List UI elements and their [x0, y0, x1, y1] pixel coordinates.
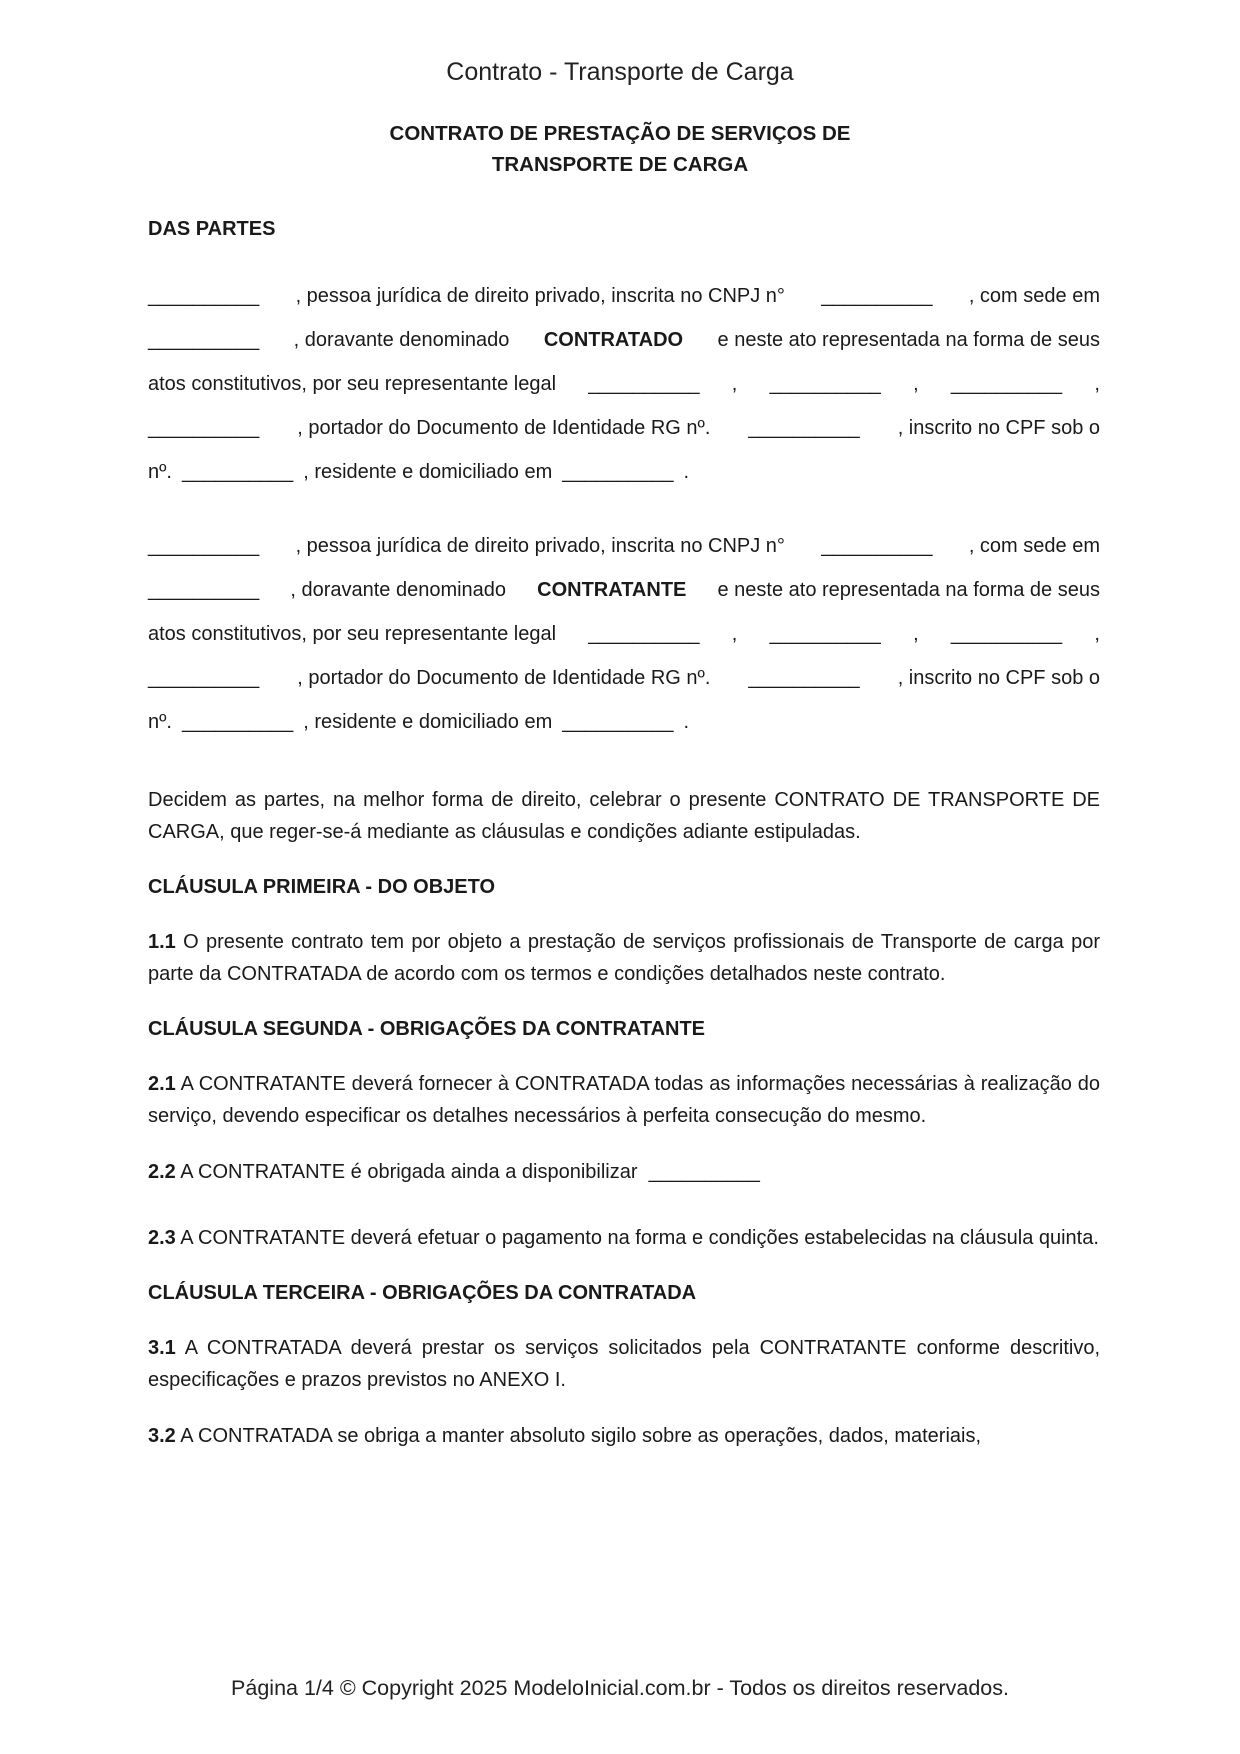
blank-field: __________: [148, 285, 260, 307]
clause-3-1: [148, 1332, 1100, 1396]
comma: ,: [731, 623, 738, 645]
blank-field: __________: [148, 579, 260, 601]
party-text: , residente e domiciliado em: [303, 711, 553, 733]
comma: ,: [731, 373, 738, 395]
document-header-title: Contrato - Transporte de Carga: [446, 58, 794, 86]
clause-2-2: [148, 1156, 1100, 1188]
clause-3-2: [148, 1420, 1100, 1452]
parties-heading: DAS PARTES: [148, 218, 276, 240]
blank-field: __________: [648, 1161, 760, 1183]
blank-field: __________: [950, 373, 1063, 395]
party-text: , pessoa jurídica de direito privado, inscrita no CNPJ n°: [295, 285, 785, 307]
party-contratante: [148, 524, 1100, 744]
comma: ,: [1094, 373, 1100, 395]
clause-number: 2.2: [148, 1161, 176, 1183]
blank-field: __________: [181, 711, 294, 733]
party-line: [148, 612, 1100, 656]
blank-field: __________: [562, 461, 674, 483]
clause-2-3: [148, 1222, 1100, 1254]
party-text: , portador do Documento de Identidade RG nº.: [297, 667, 711, 689]
blank-field: __________: [769, 373, 881, 395]
clause-1-1: [148, 926, 1100, 990]
blank-field: __________: [748, 417, 860, 439]
party-line: [148, 450, 1100, 494]
party-text: , inscrito no CPF sob o: [897, 417, 1100, 439]
party-line: [148, 524, 1100, 568]
party-line: [148, 568, 1100, 612]
blank-field: __________: [148, 417, 260, 439]
party-contratado: [148, 274, 1100, 494]
blank-field: __________: [821, 535, 933, 557]
contract-title: [0, 118, 1240, 180]
party-line: [148, 318, 1100, 362]
blank-field: __________: [821, 285, 933, 307]
party-text: , doravante denominado: [293, 329, 510, 351]
clause-1-heading: CLÁUSULA PRIMEIRA - DO OBJETO: [148, 876, 496, 898]
party-text: , pessoa jurídica de direito privado, inscrita no CNPJ n°: [295, 535, 785, 557]
party-text: atos constitutivos, por seu representante legal: [148, 623, 557, 645]
clause-2-heading: CLÁUSULA SEGUNDA - OBRIGAÇÕES DA CONTRATANTE: [148, 1018, 706, 1040]
clause-text: A CONTRATANTE é obrigada ainda a disponibilizar: [180, 1161, 638, 1183]
comma: ,: [913, 623, 919, 645]
blank-field: __________: [588, 373, 700, 395]
contract-title-line-2: TRANSPORTE DE CARGA: [491, 153, 749, 176]
clause-3-heading: CLÁUSULA TERCEIRA - OBRIGAÇÕES DA CONTRATADA: [148, 1282, 697, 1304]
document-body: [148, 214, 1100, 1472]
clause-text: A CONTRATANTE deverá efetuar o pagamento na forma e condições estabelecidas na cláusula quinta.: [180, 1227, 1099, 1249]
party-text: nº.: [148, 461, 172, 483]
blank-field: __________: [769, 623, 881, 645]
party-line: [148, 406, 1100, 450]
party-text: .: [683, 461, 690, 483]
party-text: , doravante denominado: [290, 579, 507, 601]
party-line: [148, 362, 1100, 406]
blank-field: __________: [748, 667, 860, 689]
party-text: , inscrito no CPF sob o: [897, 667, 1100, 689]
party-text: .: [683, 711, 690, 733]
blank-field: __________: [588, 623, 700, 645]
clause-text: O presente contrato tem por objeto a prestação de serviços profissionais de Transporte de carga por parte da CONTRATADA de acordo com os termos e condições detalhados neste contrato.: [148, 931, 1100, 985]
page-footer: Página 1/4 © Copyright 2025 ModeloInicial.com.br - Todos os direitos reservados.: [231, 1676, 1009, 1700]
clause-number: 2.3: [148, 1227, 176, 1249]
party-text: , portador do Documento de Identidade RG nº.: [297, 417, 711, 439]
party-text: , residente e domiciliado em: [303, 461, 553, 483]
clause-number: 2.1: [148, 1073, 176, 1095]
blank-field: __________: [148, 667, 260, 689]
comma: ,: [1094, 623, 1100, 645]
clause-text: A CONTRATADA deverá prestar os serviços solicitados pela CONTRATANTE conforme descritivo, especificações e prazos previstos no ANEXO I.: [148, 1337, 1100, 1391]
clause-number: 3.2: [148, 1425, 176, 1447]
intro-paragraph: Decidem as partes, na melhor forma de direito, celebrar o presente CONTRATO DE TRANSPORTE DE CARGA, que reger-se-á mediante as cláusulas e condições adiante estipuladas.: [148, 789, 1100, 843]
blank-field: __________: [950, 623, 1063, 645]
party-text: e neste ato representada na forma de seus: [717, 329, 1100, 351]
blank-field: __________: [562, 711, 674, 733]
party-text: , com sede em: [968, 535, 1100, 557]
clause-text: A CONTRATADA se obriga a manter absoluto sigilo sobre as operações, dados, materiais,: [180, 1425, 982, 1447]
blank-field: __________: [148, 535, 260, 557]
clause-2-1: [148, 1068, 1100, 1132]
party-text: nº.: [148, 711, 172, 733]
party-text: , com sede em: [968, 285, 1100, 307]
party-role: CONTRATADO: [543, 329, 684, 351]
party-line: [148, 700, 1100, 744]
party-line: [148, 656, 1100, 700]
contract-title-line-1: CONTRATO DE PRESTAÇÃO DE SERVIÇOS DE: [389, 122, 851, 145]
party-role: CONTRATANTE: [537, 579, 687, 601]
party-text: e neste ato representada na forma de seus: [717, 579, 1100, 601]
comma: ,: [913, 373, 919, 395]
clause-number: 1.1: [148, 931, 176, 953]
blank-field: __________: [181, 461, 294, 483]
clause-number: 3.1: [148, 1337, 176, 1359]
party-text: atos constitutivos, por seu representante legal: [148, 373, 557, 395]
party-line: [148, 274, 1100, 318]
clause-text: A CONTRATANTE deverá fornecer à CONTRATADA todas as informações necessárias à realização do serviço, devendo especificar os detalhes necessários à perfeita consecução do mesmo.: [148, 1073, 1100, 1127]
blank-field: __________: [148, 329, 260, 351]
